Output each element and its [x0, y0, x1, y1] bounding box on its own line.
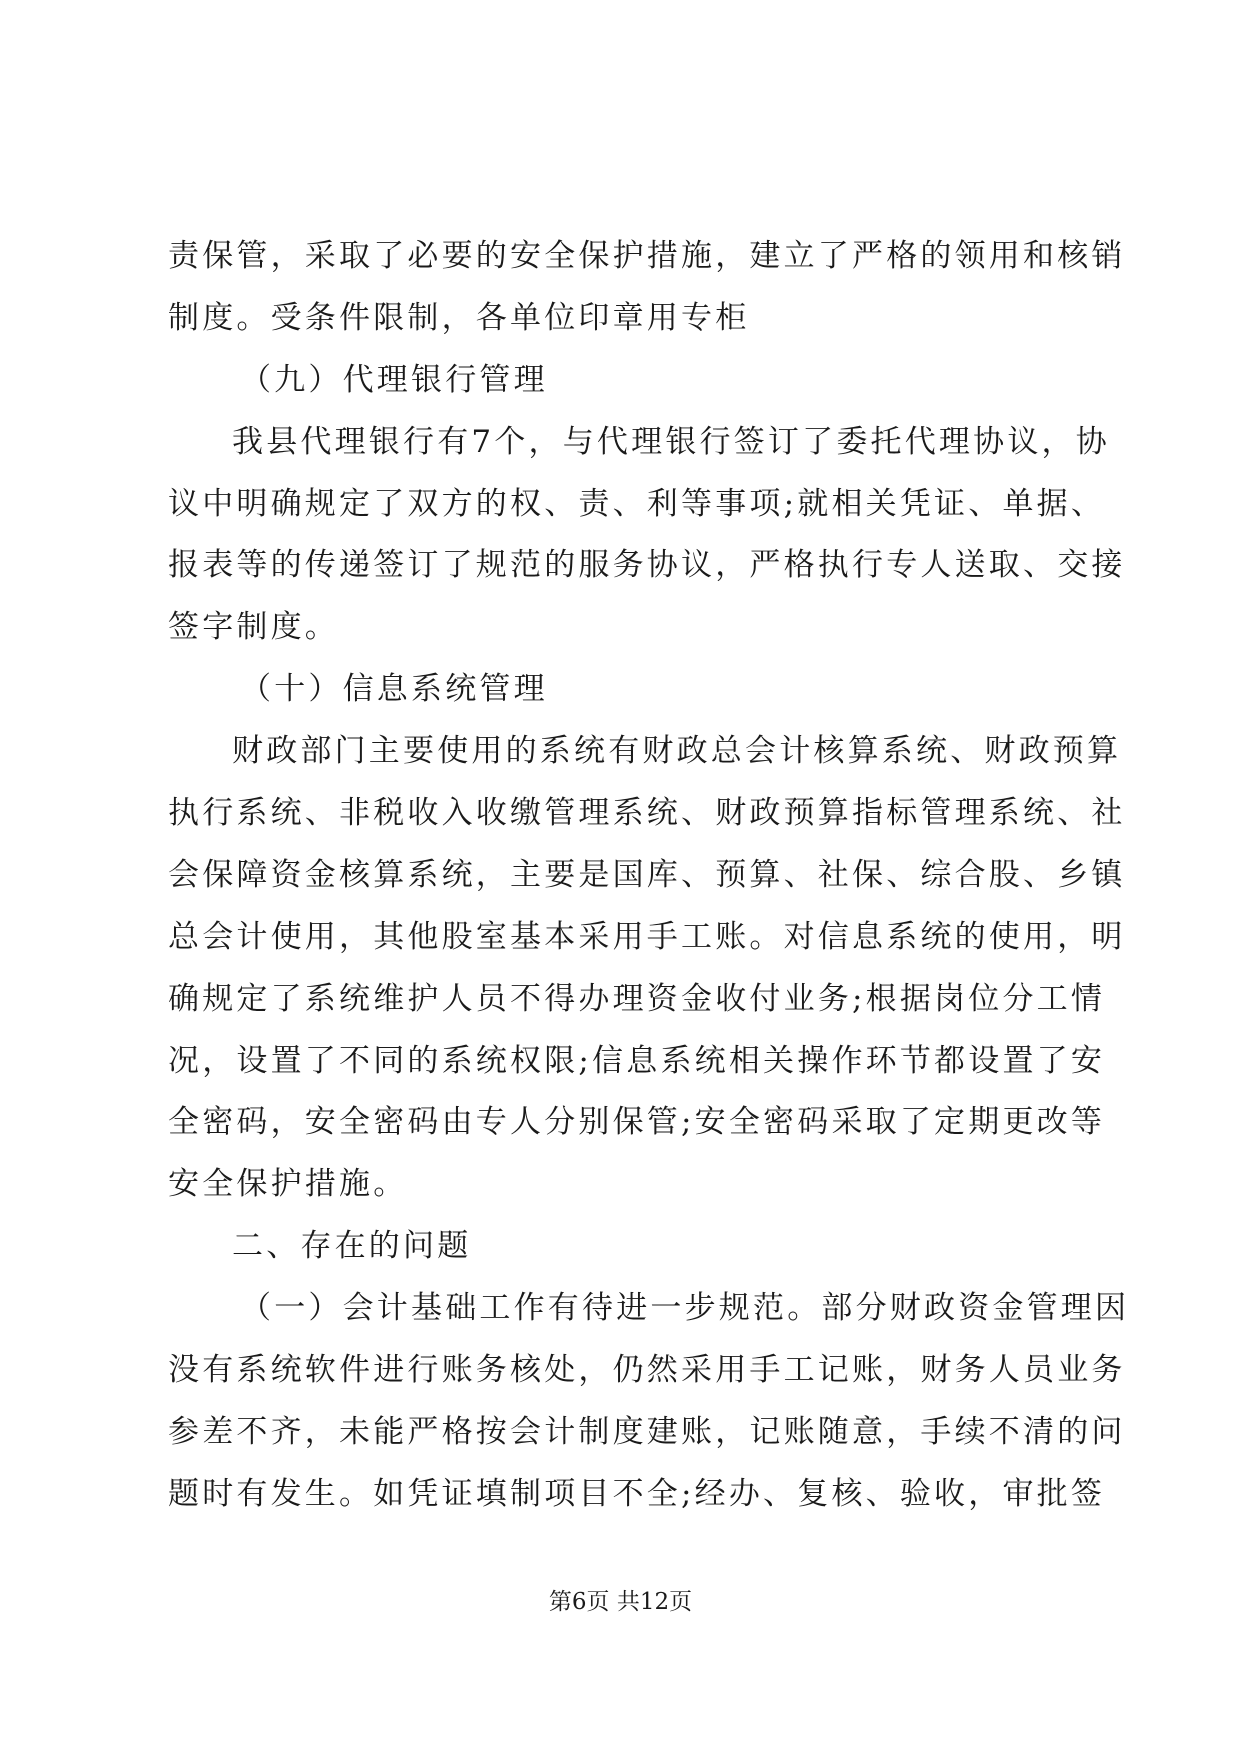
- text-line: 议中明确规定了双方的权、责、利等事项;就相关凭证、单据、: [168, 485, 1106, 522]
- text-line: 况，设置了不同的系统权限;信息系统相关操作环节都设置了安: [168, 1042, 1106, 1079]
- section-heading-9: （九）代理银行管理: [240, 361, 548, 398]
- text-line: 制度。受条件限制，各单位印章用专柜: [168, 299, 750, 336]
- chapter-heading-problems: 二、存在的问题: [232, 1228, 472, 1265]
- text-line: 参差不齐，未能严格按会计制度建账，记账随意，手续不清的问: [168, 1413, 1126, 1450]
- paragraph-start: 财政部门主要使用的系统有财政总会计核算系统、财政预算: [232, 733, 1122, 770]
- text-line: 签字制度。: [168, 609, 339, 646]
- text-line: 报表等的传递签订了规范的服务协议，严格执行专人送取、交接: [168, 547, 1126, 584]
- text-line: 全密码，安全密码由专人分别保管;安全密码采取了定期更改等: [168, 1104, 1106, 1141]
- section-heading-10: （十）信息系统管理: [240, 671, 548, 708]
- paragraph-start: （一）会计基础工作有待进一步规范。部分财政资金管理因: [240, 1290, 1130, 1327]
- text-line: 安全保护措施。: [168, 1166, 408, 1203]
- text-line: 总会计使用，其他股室基本采用手工账。对信息系统的使用，明: [168, 918, 1126, 955]
- text-line: 会保障资金核算系统，主要是国库、预算、社保、综合股、乡镇: [168, 856, 1126, 893]
- text-line: 确规定了系统维护人员不得办理资金收付业务;根据岗位分工情: [168, 980, 1106, 1017]
- document-body: [168, 226, 1130, 1526]
- text-line: 没有系统软件进行账务核处，仍然采用手工记账，财务人员业务: [168, 1352, 1126, 1389]
- text-line-continuation: 责保管，采取了必要的安全保护措施，建立了严格的领用和核销: [168, 238, 1126, 274]
- page-number-footer: 第6页 共12页: [548, 1589, 693, 1615]
- text-line: 题时有发生。如凭证填制项目不全;经办、复核、验收，审批签: [168, 1475, 1106, 1512]
- paragraph-start: 我县代理银行有7个，与代理银行签订了委托代理协议，协: [232, 423, 1110, 460]
- text-line: 执行系统、非税收入收缴管理系统、财政预算指标管理系统、社: [168, 795, 1126, 832]
